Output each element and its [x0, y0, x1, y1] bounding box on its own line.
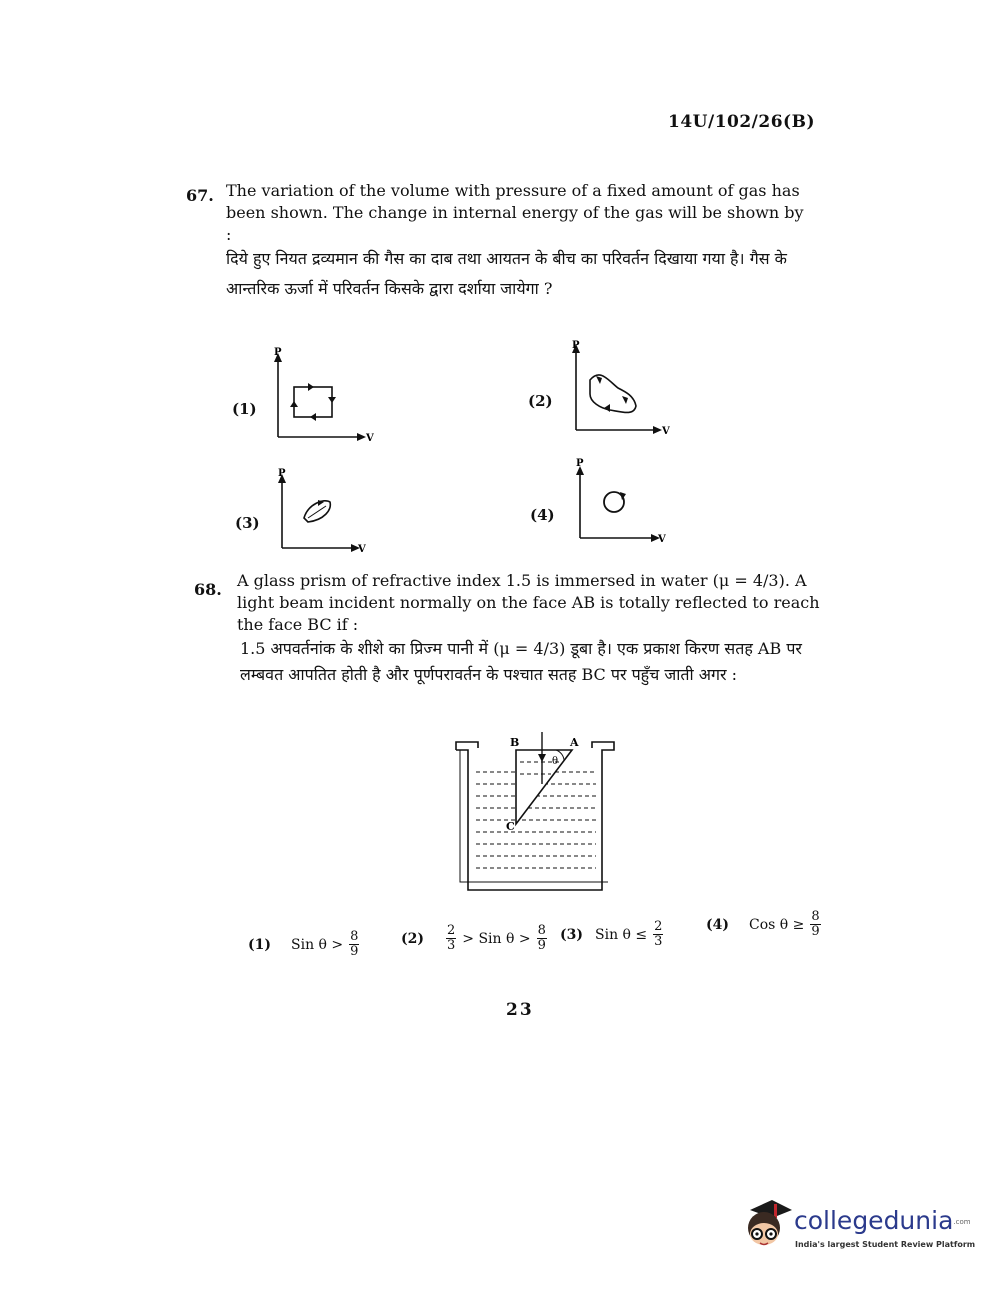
question-68-text-hi: 1.5 अपवर्तनांक के शीशे का प्रिज्म पानी में (μ = 4/3) डूबा है। एक प्रकाश किरण सतह AB पर लम्बवत आपतित होती है और पूर्णपरावर्तन के पश्चात सतह BC पर पहुँच जाती अगर : [240, 639, 802, 684]
q68-option-3 [560, 920, 665, 949]
q68-option-2-right-fraction: $\frac{8}{9}$ [537, 923, 546, 953]
graph-1-p-label: P [274, 347, 282, 358]
graph-4-v-label: V [658, 534, 666, 545]
question-67-number: 67. [186, 186, 214, 205]
paper-code: 14U/102/26(B) [668, 112, 815, 132]
q68-option-4-label: (4) [706, 916, 729, 933]
q68-option-4 [706, 910, 823, 939]
question-68-number: 68. [194, 580, 222, 599]
question-67-text-hi: दिये हुए नियत द्रव्यमान की गैस का दाब तथा आयतन के बीच का परिवर्तन दिखाया गया है। गैस के आन्तरिक ऊर्जा में परिवर्तन किसके द्वारा दर्शाया जायेगा ? [226, 249, 787, 298]
q67-graph-2 [560, 340, 680, 440]
prism-label-theta: θ [552, 756, 559, 767]
question-67-text-en: The variation of the volume with pressure of a fixed amount of gas has been shown. The change in internal energy of the gas will be shown by : [226, 181, 804, 244]
q67-graph-4 [566, 456, 676, 546]
q68-option-1 [248, 930, 361, 959]
q67-option-4-label: (4) [530, 506, 555, 524]
q68-option-4-fraction: $\frac{8}{9}$ [811, 909, 820, 939]
collegedunia-logo-text: collegedunia.com [794, 1206, 971, 1235]
q68-option-3-expr: Sin θ ≤ [595, 926, 648, 943]
graph-1-v-label: V [366, 433, 374, 444]
q68-option-2-left-fraction: $\frac{2}{3}$ [447, 923, 456, 953]
q68-option-2-expr: > Sin θ > [462, 930, 531, 947]
q67-option-3-label: (3) [235, 514, 260, 532]
collegedunia-mascot-icon [736, 1196, 794, 1256]
q68-option-2 [401, 924, 549, 953]
prism-label-c: C [506, 820, 515, 833]
graph-2-v-label: V [662, 426, 670, 437]
q68-option-1-label: (1) [248, 936, 271, 953]
q68-option-2-label: (2) [401, 930, 424, 947]
q68-option-3-fraction: $\frac{2}{3}$ [654, 919, 663, 949]
q68-option-1-expr: Sin θ > [291, 936, 344, 953]
page-number: 23 [506, 1000, 534, 1020]
graph-3-v-label: V [358, 544, 366, 555]
prism-diagram [452, 732, 622, 896]
prism-label-b: B [510, 736, 520, 749]
graph-3-p-label: P [278, 468, 286, 479]
q68-option-1-fraction: $\frac{8}{9}$ [350, 929, 359, 959]
prism-label-a: A [570, 736, 579, 749]
question-68-text-en: A glass prism of refractive index 1.5 is immersed in water (μ = 4/3). A light beam incident normally on the face AB is totally reflected to reach the face BC if : [237, 571, 820, 634]
graph-4-p-label: P [576, 458, 584, 469]
q67-option-1-label: (1) [232, 400, 257, 418]
collegedunia-tagline: India's largest Student Review Platform [795, 1240, 976, 1249]
q67-option-2-label: (2) [528, 392, 553, 410]
q68-option-3-label: (3) [560, 926, 583, 943]
graph-2-p-label: P [572, 340, 580, 351]
q67-graph-1 [262, 345, 382, 445]
q67-graph-3 [268, 468, 378, 558]
q68-option-4-expr: Cos θ ≥ [749, 916, 805, 933]
